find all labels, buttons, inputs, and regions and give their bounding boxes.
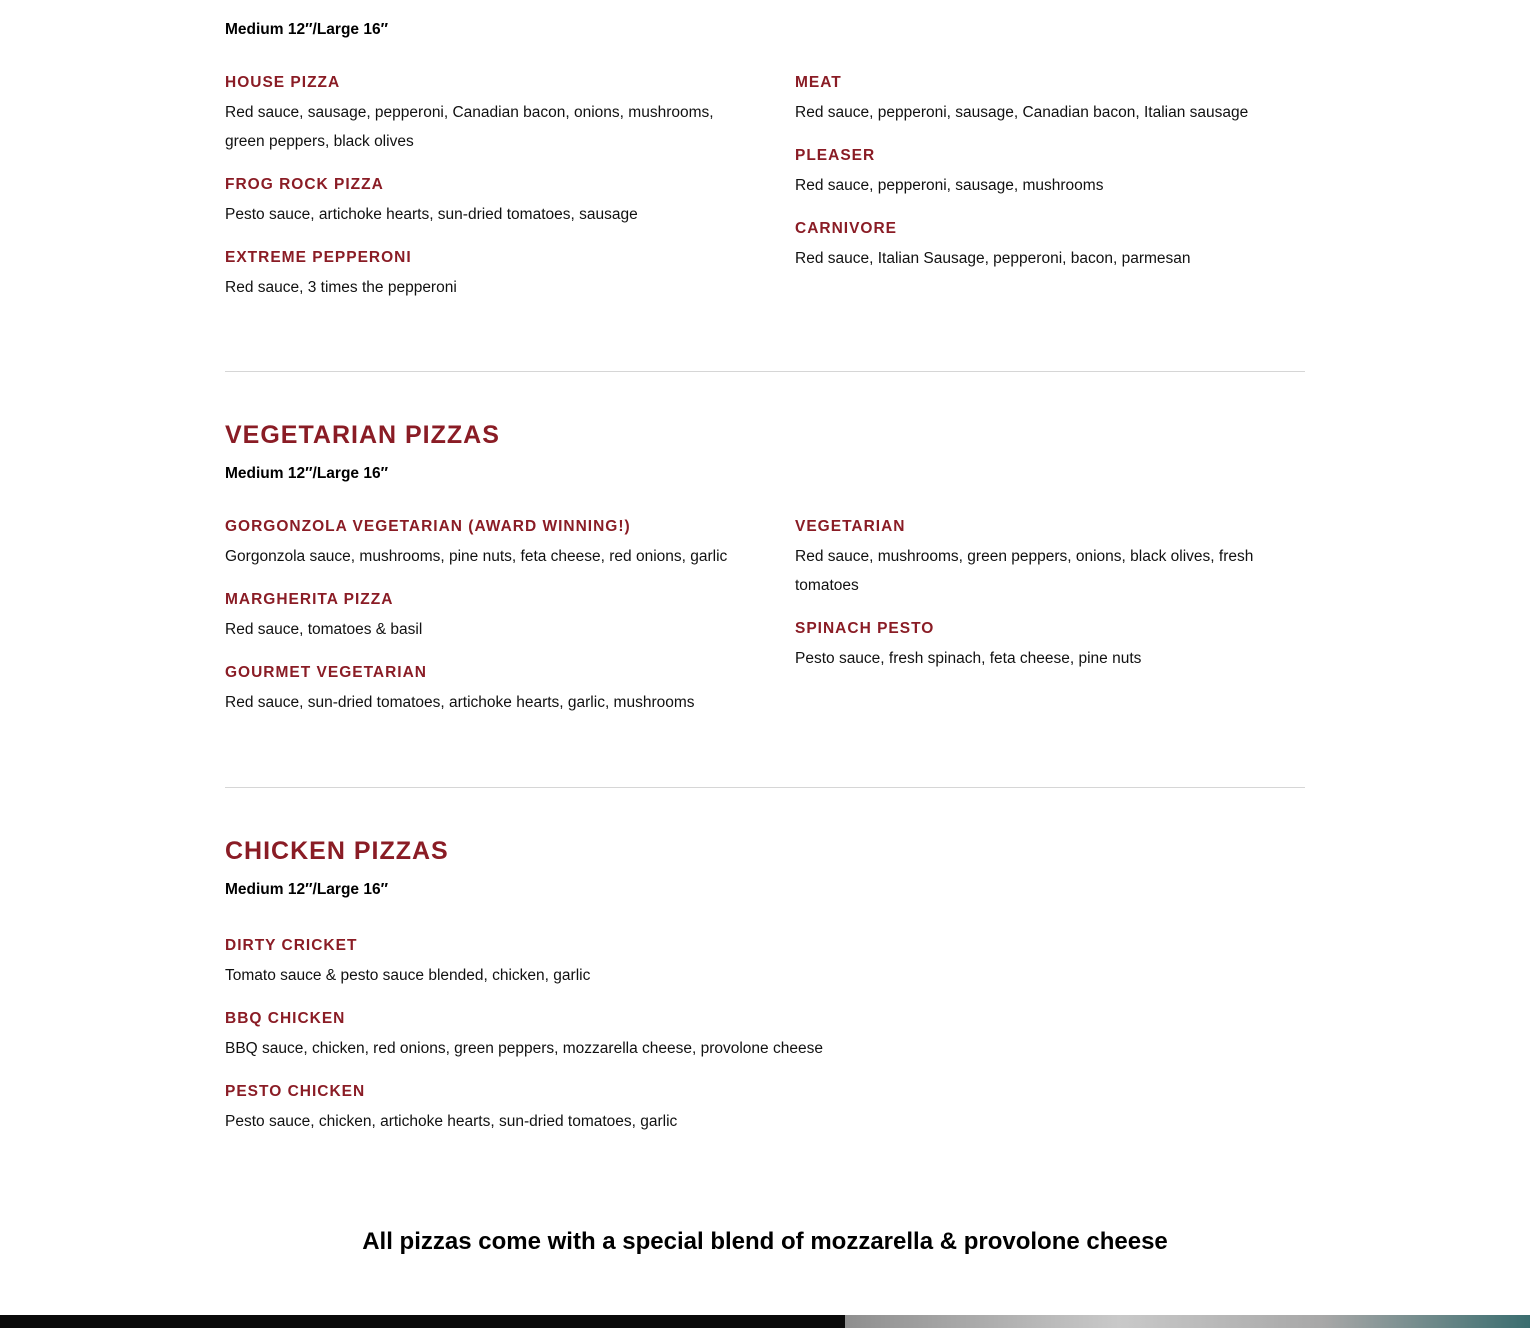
menu-item [225,590,795,644]
menu-column-left [225,517,795,733]
section-divider [225,787,1305,788]
menu-item [225,1009,925,1063]
item-name: MEAT [795,74,842,91]
item-name: HOUSE PIZZA [225,74,341,91]
menu-item [225,73,795,156]
footer [0,1315,1530,1328]
item-description: Red sauce, pepperoni, sausage, Canadian bacon, Italian sausage [795,104,1249,121]
section-chicken-items [225,936,925,1152]
section-title-chicken: CHICKEN PIZZAS [225,837,449,865]
menu-column-right [795,517,1365,733]
item-name: PESTO CHICKEN [225,1083,366,1100]
item-description: BBQ sauce, chicken, red onions, green peppers, mozzarella cheese, provolone cheese [225,1040,823,1057]
item-name: GOURMET VEGETARIAN [225,664,427,681]
item-name: MARGHERITA PIZZA [225,591,394,608]
menu-item [795,73,1365,127]
menu-item [225,175,795,229]
menu-item [225,936,925,990]
item-description: Red sauce, sausage, pepperoni, Canadian bacon, onions, mushrooms, green peppers, black olives [225,104,714,150]
item-name: DIRTY CRICKET [225,937,358,954]
item-description: Red sauce, 3 times the pepperoni [225,279,457,296]
footer-dark-panel [0,1315,845,1328]
section-divider [225,371,1305,372]
size-note: Medium 12″/Large 16″ [225,881,389,898]
menu-item [795,146,1365,200]
section-meat-size-note [225,20,388,40]
item-description: Red sauce, tomatoes & basil [225,621,423,638]
section-title-vegetarian: VEGETARIAN PIZZAS [225,421,500,449]
menu-item [225,248,795,302]
item-description: Tomato sauce & pesto sauce blended, chicken, garlic [225,967,591,984]
item-name: EXTREME PEPPERONI [225,249,412,266]
item-name: GORGONZOLA VEGETARIAN (AWARD WINNING!) [225,518,631,535]
item-description: Red sauce, mushrooms, green peppers, onions, black olives, fresh tomatoes [795,548,1254,594]
item-description: Red sauce, pepperoni, sausage, mushrooms [795,177,1104,194]
item-name: BBQ CHICKEN [225,1010,346,1027]
size-note: Medium 12″/Large 16″ [225,465,389,482]
section-vegetarian-items [225,517,1365,733]
item-name: VEGETARIAN [795,518,906,535]
footer-photo [845,1315,1530,1328]
item-name: PLEASER [795,147,876,164]
item-description: Red sauce, sun-dried tomatoes, artichoke hearts, garlic, mushrooms [225,694,695,711]
menu-column-right [795,73,1365,318]
item-name: SPINACH PESTO [795,620,935,637]
item-description: Pesto sauce, chicken, artichoke hearts, sun-dried tomatoes, garlic [225,1113,678,1130]
item-description: Pesto sauce, artichoke hearts, sun-dried tomatoes, sausage [225,206,638,223]
menu-item [795,219,1365,273]
size-note: Medium 12″/Large 16″ [225,21,389,38]
cheese-tagline: All pizzas come with a special blend of mozzarella & provolone cheese [362,1228,1168,1255]
menu-item [795,517,1365,600]
section-meat-items [225,73,1365,318]
item-name: FROG ROCK PIZZA [225,176,384,193]
item-description: Pesto sauce, fresh spinach, feta cheese, pine nuts [795,650,1142,667]
item-name: CARNIVORE [795,220,898,237]
item-description: Red sauce, Italian Sausage, pepperoni, bacon, parmesan [795,250,1191,267]
menu-item [225,663,795,717]
menu-item [225,517,795,571]
menu-item [225,1082,925,1136]
item-description: Gorgonzola sauce, mushrooms, pine nuts, feta cheese, red onions, garlic [225,548,728,565]
menu-column-left [225,73,795,318]
menu-item [795,619,1365,673]
